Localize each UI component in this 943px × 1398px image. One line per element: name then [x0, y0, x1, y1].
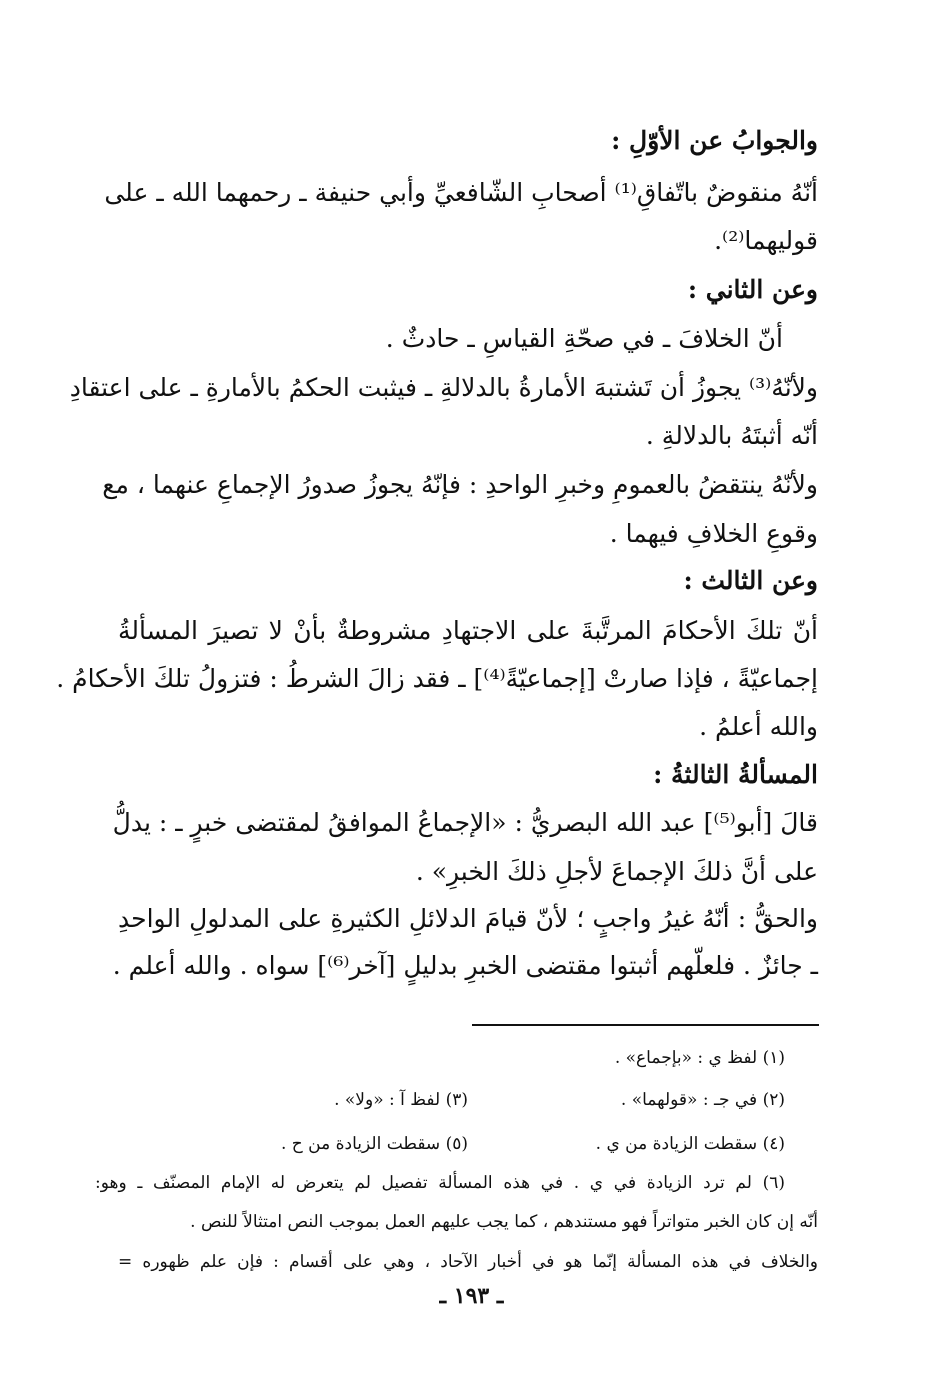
paragraph-line: أنّه أثبتَهُ بالدلالةِ .: [645, 421, 818, 450]
third-issue-heading: المسألةُ الثالثةُ :: [653, 760, 818, 789]
footnote-6-continued: أنّه إن كان الخبر متواتراً فهو مستندهم ، كما يجب عليهم العمل بموجب النص امتثالاً للنص .: [190, 1212, 818, 1232]
paragraph-line: قالَ [أبو⁽⁵⁾] عبد الله البصريُّ : «الإجماعُ الموافقُ لمقتضى خبرٍ ـ : يدلُّ: [112, 808, 818, 837]
footnote-5: (٥) سقطت الزيادة من ح .: [280, 1134, 468, 1154]
paragraph-line: والله أعلمُ .: [699, 712, 818, 741]
paragraph-line: ـ جائزٌ . فلعلّهم أثبتوا مقتضى الخبرِ بدليلٍ [آخر⁽⁶⁾] سواه . والله أعلم .: [112, 951, 818, 980]
footnote-6: (٦) لم ترد الزيادة في ي . في هذه المسألة تفصيل لم يتعرض له الإمام المصنّف ـ وهو:: [95, 1173, 785, 1193]
paragraph-line: على أنَّ ذلكَ الإجماعَ لأجلِ ذلكَ الخبرِ» .: [415, 857, 818, 886]
paragraph-line: والحقُّ : أنّهُ غيرُ واجبٍ ؛ لأنّ قيامَ الدلائلِ الكثيرةِ على المدلولِ الواحدِ: [118, 904, 818, 933]
footnote-separator: [472, 1024, 819, 1026]
answer-first-heading: والجوابُ عن الأوّلِ :: [611, 126, 818, 155]
footnote-1: (١) لفظ ي : «بإجماع» .: [614, 1048, 785, 1068]
answer-second-heading: وعن الثاني :: [687, 275, 818, 304]
footnote-6-continued: والخلاف في هذه المسألة إنّما هو في أخبار الآحاد ، وهي على أقسام : فإن علم ظهوره =: [118, 1252, 818, 1272]
page-number: ـ ١٩٣ ـ: [439, 1283, 504, 1309]
paragraph-line: ولأنّهُ⁽³⁾ يجوزُ أن تَشتبهَ الأمارةُ بالدلالةِ ـ فيثبت الحكمُ بالأمارةِ ـ على اعتقادِ: [69, 373, 818, 402]
paragraph-line: ولأنّهُ ينتقضُ بالعمومِ وخبرِ الواحدِ : فإنّهُ يجوزُ صدورُ الإجماعِ عنهما ، مع: [102, 470, 818, 499]
paragraph-line: وقوعِ الخلافِ فيهما .: [609, 519, 818, 548]
paragraph-line: أنّ الخلافَ ـ في صحّةِ القياسِ ـ حادثٌ .: [385, 324, 783, 353]
answer-third-heading: وعن الثالث :: [683, 566, 818, 595]
paragraph-line: إجماعيّةً ، فإذا صارتْ [إجماعيّةً⁽⁴⁾] ـ فقد زالَ الشرطُ : فتزولُ تلكَ الأحكامُ .: [56, 664, 818, 693]
paragraph-line: أنّهُ منقوضٌ باتّفاقِ⁽¹⁾ أصحابِ الشّافعيِّ وأبي حنيفة ـ رحمهما الله ـ على: [104, 178, 818, 207]
footnote-2: (٢) في جـ : «قولهما» .: [620, 1090, 785, 1110]
paragraph-line: أنّ تلكَ الأحكامَ المرتَّبةَ على الاجتهادِ مشروطةٌ بأنْ لا تصيرَ المسألةُ: [118, 616, 818, 645]
footnote-3: (٣) لفظ آ : «ولا» .: [334, 1090, 468, 1110]
paragraph-line: قوليهما⁽²⁾.: [714, 226, 818, 255]
footnote-4: (٤) سقطت الزيادة من ي .: [595, 1134, 785, 1154]
